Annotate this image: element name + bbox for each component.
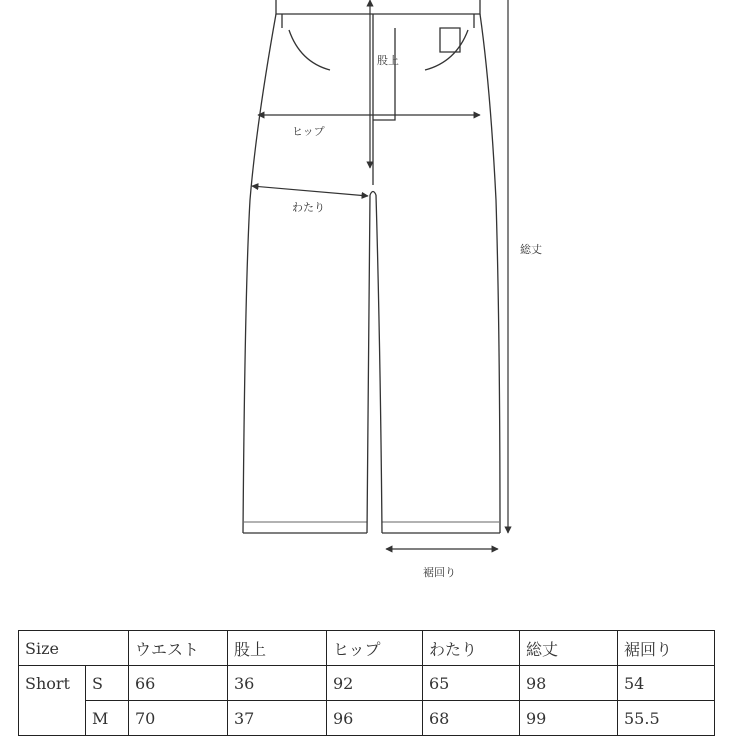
header-hem: 裾回り: [618, 631, 715, 666]
group-short: Short: [19, 666, 86, 736]
value-cell: 37: [228, 701, 327, 736]
header-thigh: わたり: [423, 631, 520, 666]
value-cell: 70: [129, 701, 228, 736]
header-waist: ウエスト: [129, 631, 228, 666]
size-cell: M: [86, 701, 129, 736]
table-row: [19, 666, 715, 701]
table-header-row: [19, 631, 715, 666]
value-cell: 65: [423, 666, 520, 701]
value-cell: 55.5: [618, 701, 715, 736]
measurement-arrows: [252, 0, 508, 549]
header-hip: ヒップ: [327, 631, 423, 666]
table-row: [19, 701, 715, 736]
value-cell: 68: [423, 701, 520, 736]
thigh-label: わたり: [292, 201, 325, 214]
size-table: [18, 630, 715, 736]
value-cell: 96: [327, 701, 423, 736]
value-cell: 98: [520, 666, 618, 701]
hem-label: 裾回り: [423, 566, 456, 579]
rise-label: 股上: [377, 54, 399, 67]
header-rise: 股上: [228, 631, 327, 666]
hip-label: ヒップ: [292, 125, 325, 138]
value-cell: 36: [228, 666, 327, 701]
header-total-length: 総丈: [520, 631, 618, 666]
header-size: Size: [19, 631, 129, 666]
value-cell: 66: [129, 666, 228, 701]
thigh-arrow: [252, 186, 368, 196]
value-cell: 54: [618, 666, 715, 701]
value-cell: 99: [520, 701, 618, 736]
size-cell: S: [86, 666, 129, 701]
total-length-label: 総丈: [520, 243, 542, 256]
pants-outline: [243, 0, 500, 533]
value-cell: 92: [327, 666, 423, 701]
